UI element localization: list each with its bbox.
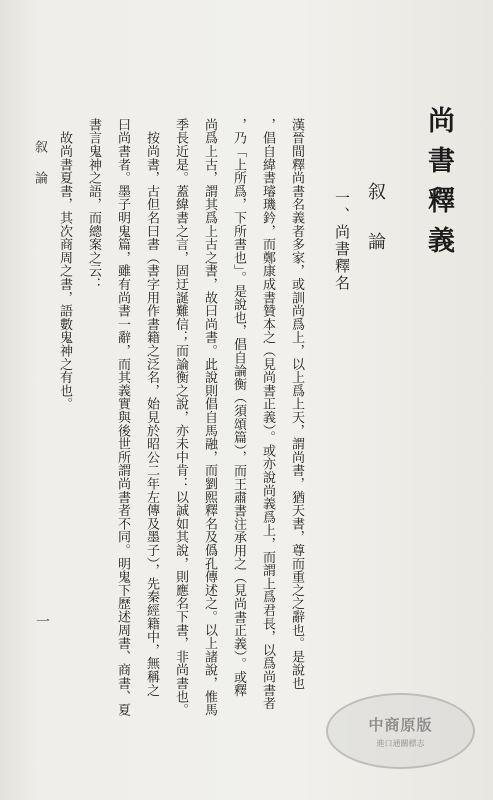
- body-line-5: 季長近是。蓋緯書之言，固迂誕難信；而論衡之說，亦未中肯：以誠如其說，則應名下書，非尚書也。: [173, 118, 188, 717]
- body-line-6: 按尚書，古但名曰書（書字用作書籍之泛名，始見於昭公二年左傳及墨子），先秦經籍中，無稱之: [144, 118, 159, 697]
- stamp-line-1: 中商原版: [368, 715, 433, 734]
- stamp-line-2: 進口通關標志: [376, 738, 425, 748]
- body-line-8: 書言鬼神之語，而總案之云：: [86, 118, 101, 291]
- body-line-9: 故尚書夏書，其次商周之書，語數鬼神之有也。: [57, 118, 72, 411]
- body-line-1: 漢晉間釋尚書名義者多家，或訓尚爲上，以上爲上天，謂尚書，猶天書，尊而重之之辭也。是說也: [289, 118, 304, 690]
- section-title: 叙論: [365, 182, 386, 282]
- body-line-4: 尚爲上古，謂其爲上古之書，故曰尚書。此說則倡自馬融，而劉熙釋名及僞孔傳述之。以上諸說，惟馬: [202, 118, 217, 717]
- book-title: 尚書釋義: [423, 106, 454, 266]
- page-number: 一: [34, 614, 50, 628]
- body-line-3: ，乃「上所爲，下所書也」。是說也，倡自論衡（須頌篇），而王肅書注承用之（見尚書正義）。或釋: [231, 118, 246, 697]
- body-line-2: ，倡自緯書璿璣鈐，而鄭康成書贊本之（見尚書正義）。或亦說尚義爲上，而謂上爲君長，以爲尚書者: [260, 118, 275, 710]
- subsection-title: 一、尚書釋名: [333, 190, 351, 292]
- running-head: 叙論: [32, 140, 47, 202]
- body-line-7: 曰尚書者。墨子明鬼篇，雖有尚書一辭，而其義實與後世所謂尚書者不同。明鬼下歷述周書、商書、夏: [115, 118, 130, 717]
- import-stamp: [326, 693, 475, 769]
